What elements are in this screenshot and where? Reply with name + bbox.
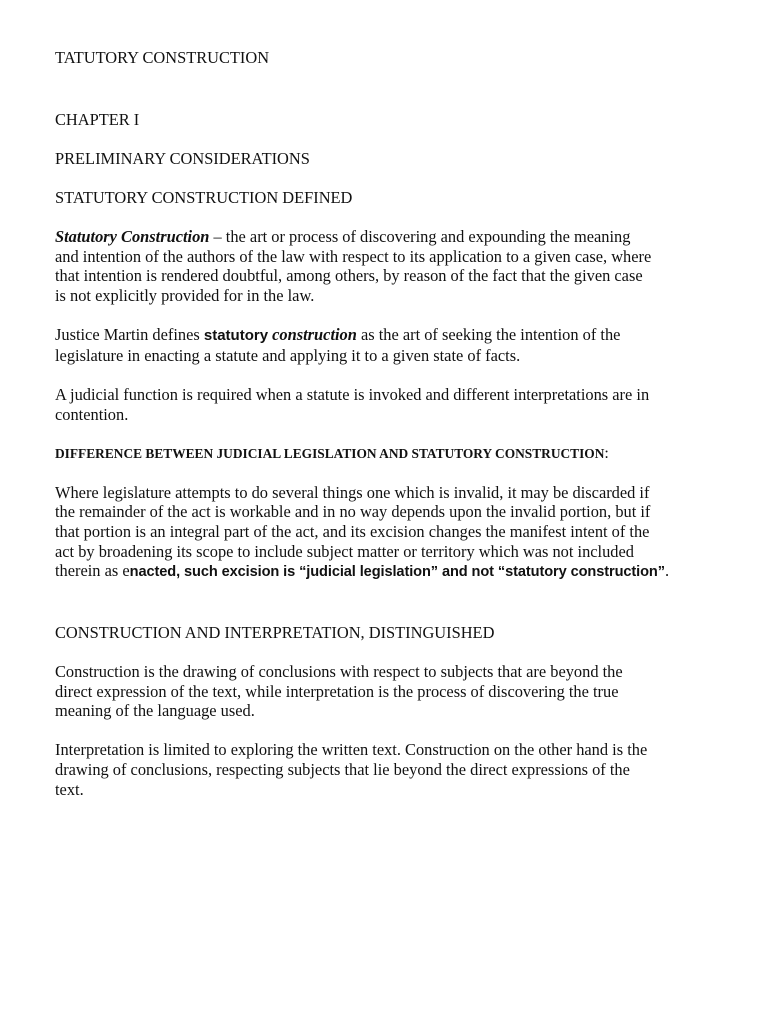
judicial-function-paragraph [55,385,715,424]
definition-line-3: that intention is rendered doubtful, among others, by reason of the fact that the given case [55,266,643,286]
martin-paragraph [55,325,715,365]
distinguished-text: CONSTRUCTION AND INTERPRETATION, DISTINGUISHED [55,622,495,642]
interpretation-line-2: drawing of conclusions, respecting subjects that lie beyond the direct expressions of the [55,760,630,779]
document-title [55,48,715,68]
difference-line-5-end: . [664,561,670,581]
martin-line-2: legislature in enacting a statute and applying it to a given state of facts. [55,345,521,365]
construction-line-2: direct expression of the text, while interpretation is the process of discovering the true [55,681,619,701]
martin-line-1 [55,325,715,346]
difference-line-2: the remainder of the act is workable and in no way depends upon the invalid portion, but if [55,502,651,522]
distinguished-heading [55,623,715,643]
difference-heading [55,444,715,464]
interpretation-line-3: text. [55,779,84,799]
construction-paragraph [55,662,715,721]
difference-line-5-plain: therein as e [55,561,130,581]
martin-term-bold: statutory [203,327,269,345]
judicial-line-2: contention. [55,404,129,424]
interpretation-line-1: Interpretation is limited to exploring the written text. Construction on the other hand is the [55,740,648,760]
construction-line-3: meaning of the language used. [55,701,255,721]
definition-line-4: is not explicitly provided for in the law. [55,285,315,305]
difference-line-5 [55,561,715,583]
difference-heading-text: DIFFERENCE BETWEEN JUDICIAL LEGISLATION AND STATUTORY CONSTRUCTION [55,445,605,461]
preliminary-text: PRELIMINARY CONSIDERATIONS [55,148,310,168]
definition-line-1 [55,227,715,247]
definition-line-1-rest: – the art or process of discovering and expounding the meaning [209,227,631,247]
difference-line-3: that portion is an integral part of the act, and its excision changes the manifest intent of the [55,522,650,542]
definition-term: Statutory Construction [55,227,210,247]
defined-heading [55,188,715,208]
martin-term-bold-italic: construction [272,325,357,345]
martin-line-1-rest: as the art of seeking the intention of the [356,325,621,345]
construction-line-1: Construction is the drawing of conclusions with respect to subjects that are beyond the [55,662,623,682]
definition-line-2: and intention of the authors of the law with respect to its application to a given case, where [55,246,652,266]
difference-line-1: Where legislature attempts to do several things one which is invalid, it may be discarded if [55,482,650,502]
martin-prefix: Justice Martin defines [55,325,204,345]
document-page [55,48,715,799]
difference-heading-colon: : [604,444,609,462]
judicial-line-1: A judicial function is required when a statute is invoked and different interpretations are in [55,384,650,404]
interpretation-paragraph [55,740,715,799]
difference-line-4: act by broadening its scope to include subject matter or territory which was not included [55,541,634,561]
title-text: TATUTORY CONSTRUCTION [55,48,270,67]
defined-text: STATUTORY CONSTRUCTION DEFINED [55,187,353,207]
difference-line-5-bold: nacted, such excision is “judicial legislation” and not “statutory construction” [129,564,665,581]
chapter-text: CHAPTER I [55,109,140,129]
difference-paragraph [55,483,715,583]
preliminary-heading [55,149,715,169]
chapter-heading [55,110,715,130]
definition-paragraph [55,227,715,305]
